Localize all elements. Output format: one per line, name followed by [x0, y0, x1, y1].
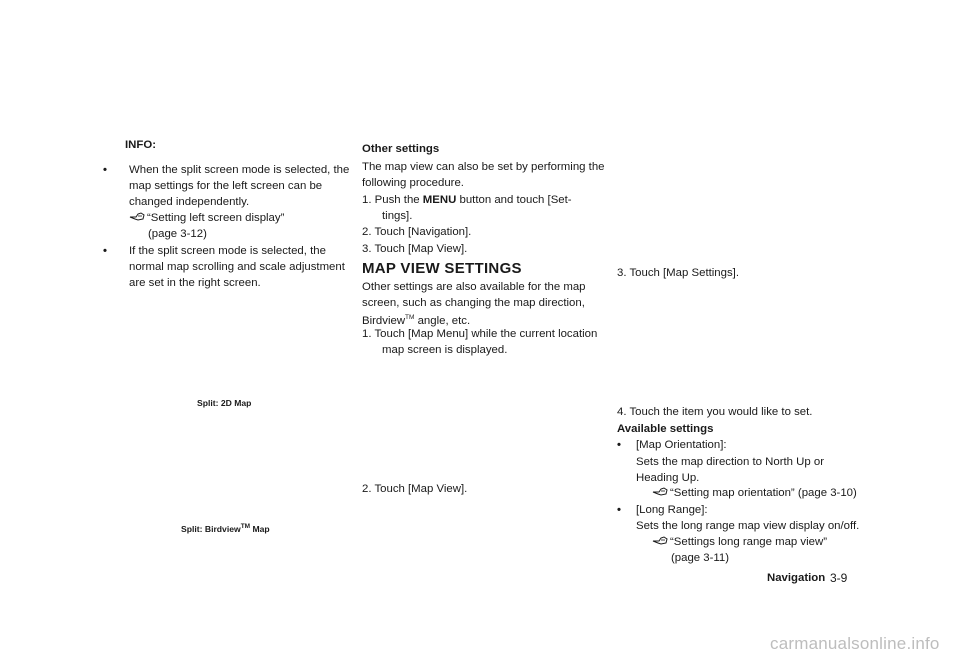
bullet-2-line-1: If the split screen mode is selected, the	[129, 245, 326, 257]
option-1-desc-line-1: Sets the map direction to North Up or	[636, 456, 825, 468]
menu-button-label: MENU	[422, 194, 457, 206]
paragraph-2-line-3: Birdview™ angle, etc.	[362, 314, 471, 327]
section-heading: MAP VIEW SETTINGS	[362, 260, 522, 277]
reference-hand-icon	[652, 535, 668, 546]
reference-hand-icon	[652, 486, 668, 497]
info-heading: INFO:	[125, 139, 157, 151]
map-step-1-line-2: map screen is displayed.	[382, 344, 508, 356]
reference-1-line-2: (page 3-12)	[148, 228, 207, 240]
step-1-line-2: tings].	[382, 210, 413, 222]
reference-1-line-1	[129, 210, 284, 226]
paragraph-2-line-1: Other settings are also available for the map	[362, 281, 586, 293]
option-1-desc-line-2: Heading Up.	[636, 472, 700, 484]
available-settings-heading: Available settings	[617, 423, 714, 435]
map-step-3: 3. Touch [Map Settings].	[617, 267, 739, 279]
map-step-4: 4. Touch the item you would like to set.	[617, 406, 813, 418]
figure-caption-2d-map: Split: 2D Map	[197, 398, 252, 408]
option-1-reference: “Setting map orientation” (page 3-10)	[652, 485, 857, 501]
option-2-reference-line-2: (page 3-11)	[671, 552, 730, 564]
figure-caption-birdview-map: Split: Birdview™ Map	[181, 523, 270, 534]
step-3: 3. Touch [Map View].	[362, 243, 468, 255]
reference-1-text: “Setting left screen display”	[147, 212, 285, 224]
paragraph-1-line-1: The map view can also be set by performing the	[362, 161, 605, 173]
bullet-2-line-3: are set in the right screen.	[129, 277, 261, 289]
paragraph-2-line-2: screen, such as changing the map direction,	[362, 297, 585, 309]
bullet: •	[103, 164, 107, 176]
bullet: •	[103, 245, 107, 257]
paragraph-1-line-2: following procedure.	[362, 177, 464, 189]
map-step-1-line-1: 1. Touch [Map Menu] while the current location	[362, 328, 598, 340]
option-2-title: [Long Range]:	[636, 504, 708, 516]
watermark: carmanualsonline.info	[770, 634, 940, 653]
step-2: 2. Touch [Navigation].	[362, 226, 472, 238]
bullet-1-line-3: changed independently.	[129, 196, 250, 208]
option-2-reference-line-1: “Settings long range map view”	[652, 534, 827, 550]
bullet-2-line-2: normal map scrolling and scale adjustment	[129, 261, 345, 273]
other-settings-heading: Other settings	[362, 143, 440, 155]
bullet: •	[617, 504, 621, 516]
step-1-line-1: 1. Push the MENU button and touch [Set-	[362, 194, 572, 206]
bullet: •	[617, 439, 621, 451]
map-step-2: 2. Touch [Map View].	[362, 483, 468, 495]
reference-hand-icon	[129, 211, 145, 222]
bullet-1-line-1: When the split screen mode is selected, the	[129, 164, 350, 176]
option-1-title: [Map Orientation]:	[636, 439, 727, 451]
bullet-1-line-2: map settings for the left screen can be	[129, 180, 323, 192]
option-2-desc-line-1: Sets the long range map view display on/off.	[636, 520, 860, 532]
footer-section-name: Navigation	[767, 572, 826, 584]
page-number: 3-9	[830, 571, 848, 585]
